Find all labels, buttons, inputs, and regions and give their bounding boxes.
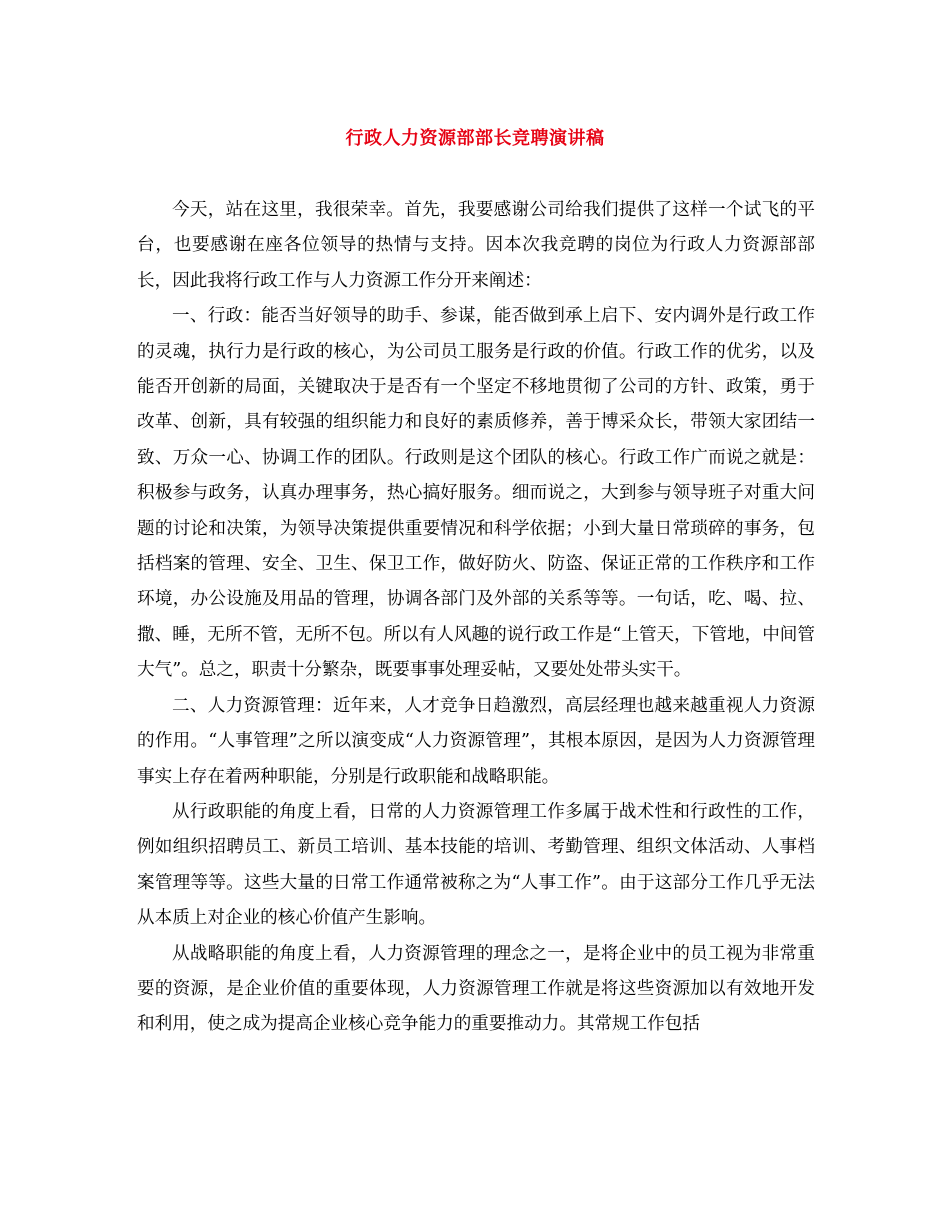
paragraph-intro: 今天，站在这里，我很荣幸。首先，我要感谢公司给我们提供了这样一个试飞的平台，也要感谢在座各位领导的热情与支持。因本次我竞聘的岗位为行政人力资源部部长，因此我将行政工作与人力资源工作分开来阐述： <box>137 200 815 291</box>
paragraph-administration: 一、行政：能否当好领导的助手、参谋，能否做到承上启下、安内调外是行政工作的灵魂，执行力是行政的核心，为公司员工服务是行政的价值。行政工作的优劣，以及能否开创新的局面，关键取决于是否有一个坚定不移地贯彻了公司的方针、政策，勇于改革、创新，具有较强的组织能力和良好的素质修养，善于博采众长，带领大家团结一致、万众一心、协调工作的团队。行政则是这个团队的核心。行政工作广而说之就是：积极参与政务，认真办理事务，热心搞好服务。细而说之，大到参与领导班子对重大问题的讨论和决策，为领导决策提供重要情况和科学依据；小到大量日常琐碎的事务，包括档案的管理、安全、卫生、保卫工作，做好防火、防盗、保证正常的工作秩序和工作环境，办公设施及用品的管理，协调各部门及外部的关系等等。一句话，吃、喝、拉、撒、睡，无所不管，无所不包。所以有人风趣的说行政工作是“上管天，下管地，中间管大气”。总之，职责十分繁杂，既要事事处理妥帖，又要处处带头实干。 <box>137 306 815 681</box>
paragraph-strategic-function: 从战略职能的角度上看，人力资源管理的理念之一，是将企业中的员工视为非常重要的资源，是企业价值的重要体现，人力资源管理工作就是将这些资源加以有效地开发和利用，使之成为提高企业核心竞争能力的重要推动力。其常规工作包括 <box>137 943 815 1035</box>
paragraph-hr-management: 二、人力资源管理：近年来，人才竞争日趋激烈，高层经理也越来越重视人力资源的作用。“人事管理”之所以演变成“人力资源管理”，其根本原因，是因为人力资源管理事实上存在着两种职能，分别是行政职能和战略职能。 <box>137 695 815 787</box>
document-title: 行政人力资源部部长竞聘演讲稿 <box>345 128 605 149</box>
paragraph-administrative-function: 从行政职能的角度上看，日常的人力资源管理工作多属于战术性和行政性的工作，例如组织招聘员工、新员工培训、基本技能的培训、考勤管理、组织文体活动、人事档案管理等等。这些大量的日常工作通常被称之为“人事工作”。由于这部分工作几乎无法从本质上对企业的核心价值产生影响。 <box>137 801 815 929</box>
document-body <box>137 193 815 1043</box>
